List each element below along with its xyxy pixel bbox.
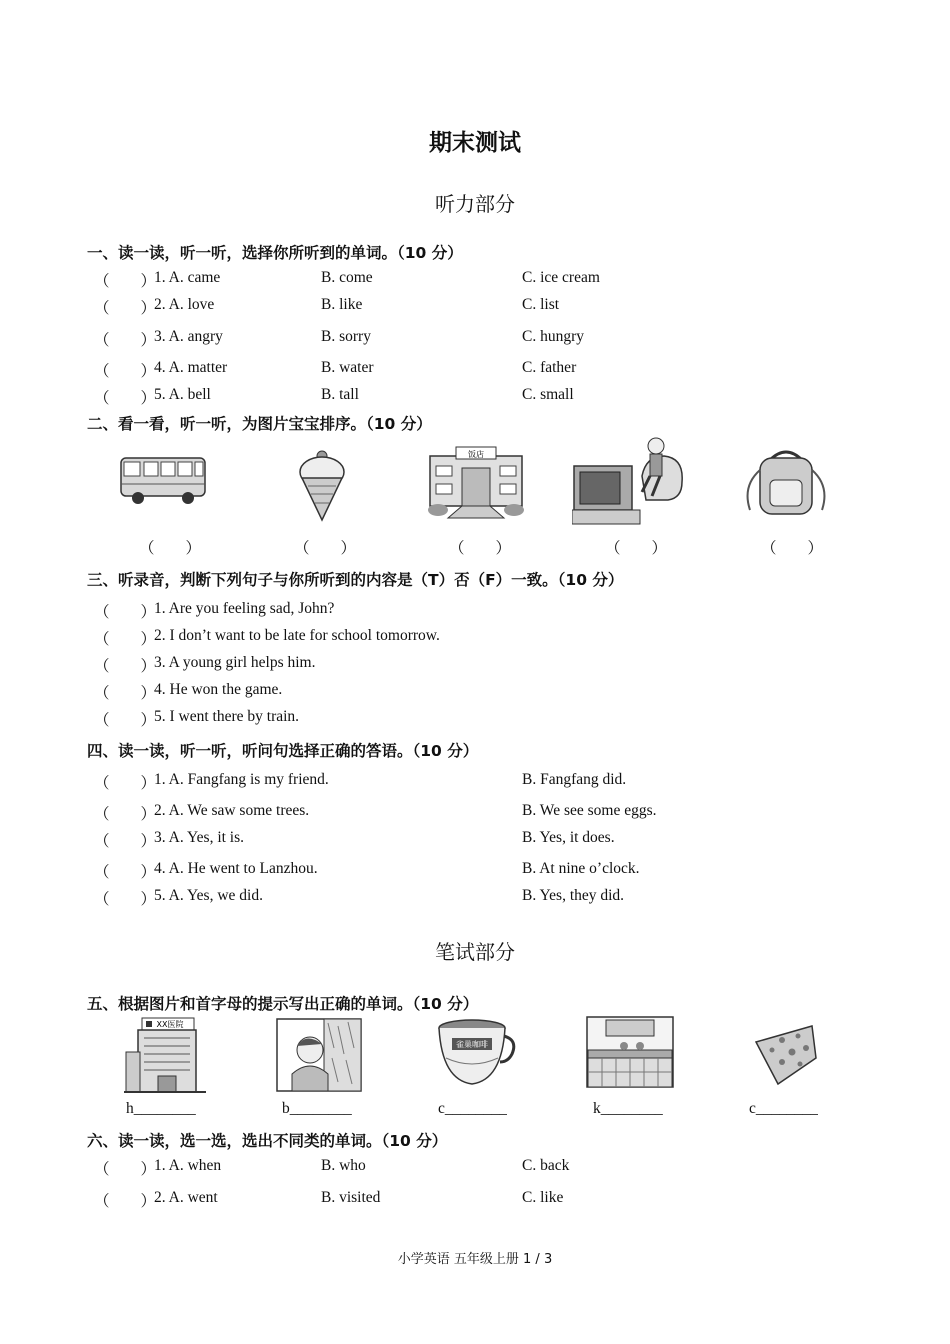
answer-paren[interactable]: （ ） [94, 604, 157, 621]
option-c: C. small [522, 386, 574, 403]
answer-paren[interactable]: （ ） [94, 332, 157, 349]
answer-paren[interactable]: （ ） [94, 833, 157, 850]
statement: 3. A young girl helps him. [154, 654, 316, 671]
answer-paren[interactable]: （ ） [94, 300, 157, 317]
section6-row [94, 1189, 894, 1209]
section1-row [94, 269, 894, 289]
option-b: B. tall [321, 386, 359, 403]
option-b: B. come [321, 269, 373, 286]
hospital-picture [124, 1016, 206, 1094]
option-a: 3. A. angry [154, 328, 223, 345]
section4-row [94, 860, 894, 880]
option-b: B. like [321, 296, 363, 313]
page-title: 期末测试 [429, 130, 521, 156]
section5-heading: 五、根据图片和首字母的提示写出正确的单词。（10 分） [87, 995, 479, 1013]
section1-row [94, 296, 894, 316]
option-c: C. back [522, 1157, 570, 1174]
section3-row [94, 600, 894, 620]
kitchen-picture [586, 1016, 674, 1088]
blank-field[interactable]: k________ [593, 1100, 663, 1117]
section4-row [94, 887, 894, 907]
section6-heading: 六、读一读，选一选，选出不同类的单词。（10 分） [87, 1132, 448, 1150]
answer-paren[interactable]: （ ） [605, 540, 668, 557]
answer-paren[interactable]: （ ） [94, 712, 157, 729]
listening-heading: 听力部分 [435, 192, 515, 216]
answer-paren[interactable]: （ ） [94, 631, 157, 648]
section1-row [94, 328, 894, 348]
option-a: 1. A. when [154, 1157, 222, 1174]
answer-paren[interactable]: （ ） [94, 1193, 157, 1210]
writing-heading: 笔试部分 [435, 940, 515, 964]
option-a: 4. A. matter [154, 359, 228, 376]
blank-field[interactable]: b________ [282, 1100, 352, 1117]
section3-heading: 三、听录音，判断下列句子与你所听到的内容是（T）否（F）一致。（10 分） [87, 571, 624, 589]
option-a: 5. A. Yes, we did. [154, 887, 263, 904]
option-c: C. hungry [522, 328, 584, 345]
option-c: C. father [522, 359, 577, 376]
bus-picture [118, 452, 208, 506]
option-a: 4. A. He went to Lanzhou. [154, 860, 318, 877]
option-b: B. Yes, they did. [522, 887, 625, 904]
ice-cream-picture [292, 446, 352, 522]
option-a: 2. A. love [154, 296, 215, 313]
option-b: B. water [321, 359, 374, 376]
section3-row [94, 654, 894, 674]
coffee-cup-picture [436, 1018, 518, 1090]
section4-row [94, 802, 894, 822]
svg-text:饭店: 饭店 [468, 450, 484, 459]
statement: 2. I don’t want to be late for school tomorrow. [154, 627, 440, 644]
option-a: 3. A. Yes, it is. [154, 829, 245, 846]
blank-field[interactable]: h________ [126, 1100, 196, 1117]
answer-paren[interactable]: （ ） [139, 540, 202, 557]
section1-heading: 一、读一读，听一听，选择你所听到的单词。（10 分） [87, 244, 463, 262]
answer-paren[interactable]: （ ） [294, 540, 357, 557]
answer-paren[interactable]: （ ） [94, 1161, 157, 1178]
section3-row [94, 708, 894, 728]
statement: 1. Are you feeling sad, John? [154, 600, 335, 617]
answer-paren[interactable]: （ ） [94, 864, 157, 881]
answer-paren[interactable]: （ ） [94, 775, 157, 792]
restaurant-picture [428, 446, 524, 520]
option-b: B. Yes, it does. [522, 829, 615, 846]
svg-text:雀巢咖啡: 雀巢咖啡 [456, 1040, 488, 1049]
option-b: B. sorry [321, 328, 371, 345]
option-a: 2. A. went [154, 1189, 218, 1206]
option-b: B. At nine o’clock. [522, 860, 640, 877]
section3-row [94, 627, 894, 647]
blank-field[interactable]: c________ [438, 1100, 507, 1117]
answer-paren[interactable]: （ ） [761, 540, 824, 557]
answer-paren[interactable]: （ ） [94, 658, 157, 675]
section3-row [94, 681, 894, 701]
option-a: 2. A. We saw some trees. [154, 802, 310, 819]
option-b: B. who [321, 1157, 366, 1174]
svg-text:XX医院: XX医院 [156, 1020, 184, 1029]
section4-row [94, 829, 894, 849]
section4-heading: 四、读一读，听一听，听问句选择正确的答语。（10 分） [87, 742, 479, 760]
answer-paren[interactable]: （ ） [94, 806, 157, 823]
statement: 4. He won the game. [154, 681, 283, 698]
answer-paren[interactable]: （ ） [94, 685, 157, 702]
section1-row [94, 359, 894, 379]
blank-field[interactable]: c________ [749, 1100, 818, 1117]
section4-row [94, 771, 894, 791]
option-c: C. ice cream [522, 269, 600, 286]
option-c: C. like [522, 1189, 564, 1206]
section1-row [94, 386, 894, 406]
answer-paren[interactable]: （ ） [94, 891, 157, 908]
option-c: C. list [522, 296, 560, 313]
option-a: 1. A. Fangfang is my friend. [154, 771, 329, 788]
section2-heading: 二、看一看，听一听，为图片宝宝排序。（10 分） [87, 415, 432, 433]
section6-row [94, 1157, 894, 1177]
window-picture [276, 1018, 362, 1092]
option-b: B. Fangfang did. [522, 771, 627, 788]
answer-paren[interactable]: （ ） [94, 390, 157, 407]
option-b: B. visited [321, 1189, 381, 1206]
answer-paren[interactable]: （ ） [449, 540, 512, 557]
option-b: B. We see some eggs. [522, 802, 657, 819]
statement: 5. I went there by train. [154, 708, 300, 725]
option-a: 5. A. bell [154, 386, 211, 403]
backpack-picture [740, 446, 832, 518]
answer-paren[interactable]: （ ） [94, 273, 157, 290]
option-a: 1. A. came [154, 269, 221, 286]
cheese-picture [752, 1022, 820, 1086]
answer-paren[interactable]: （ ） [94, 363, 157, 380]
watching-tv-picture [572, 436, 684, 526]
page-footer: 小学英语 五年级上册 1 / 3 [397, 1252, 553, 1267]
